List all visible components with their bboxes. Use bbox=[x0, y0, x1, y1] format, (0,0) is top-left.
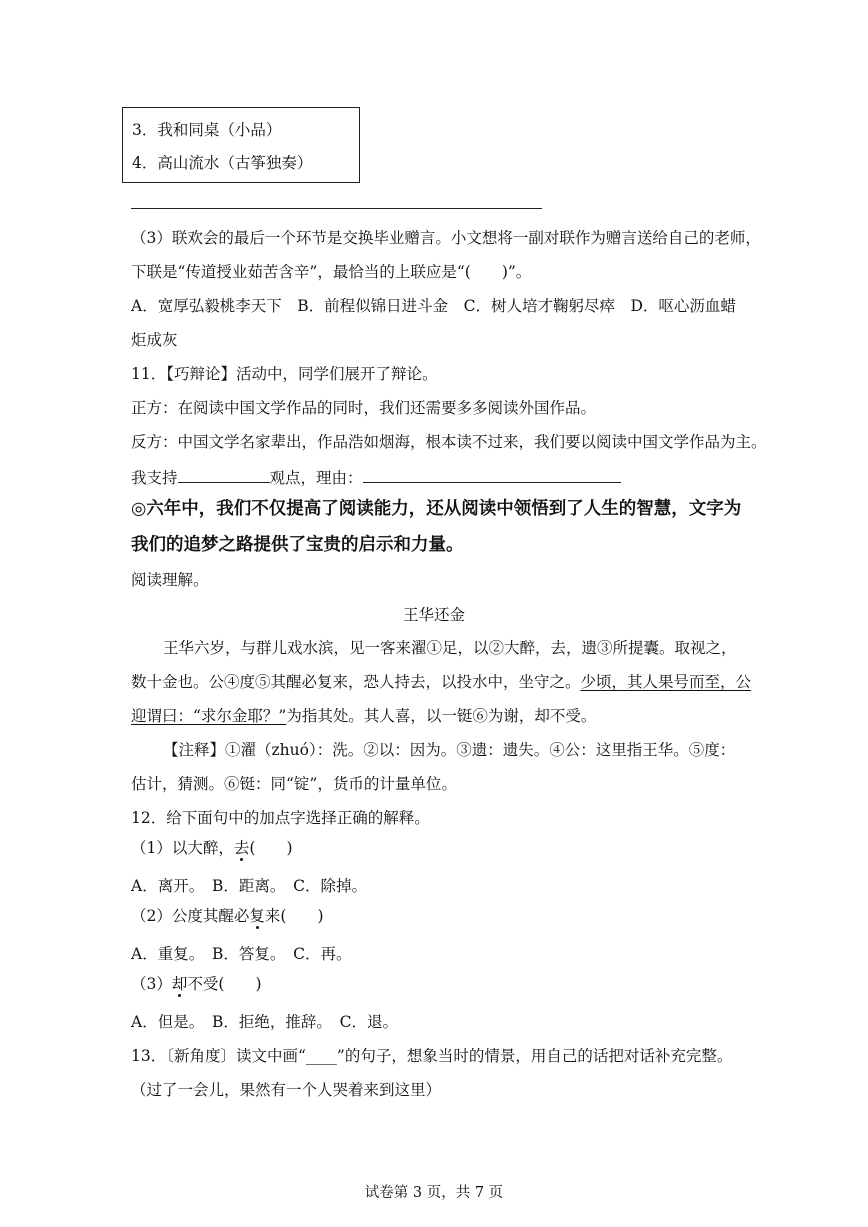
page-footer: 试卷第 3 页，共 7 页 bbox=[364, 1185, 504, 1201]
q10-3-options-cont: 炬成灰 bbox=[131, 331, 178, 349]
passage-line3 bbox=[131, 706, 596, 726]
q12-title: 12．给下面句中的加点字选择正确的解释。 bbox=[131, 809, 430, 827]
q12-sub2-options: A．重复。 B．答复。 C．再。 bbox=[131, 945, 352, 963]
q12-sub1-text: （1）以大醉， bbox=[131, 839, 234, 857]
q11-support-mid: 观点，理由： bbox=[269, 469, 363, 487]
passage-line2-text: 数十金也。公④度⑤其醒必复来，恐人持去，以投水中，坐守之。 bbox=[131, 673, 581, 691]
program-list-box bbox=[122, 107, 360, 183]
q12-sub3 bbox=[131, 974, 262, 994]
reading-label: 阅读理解。 bbox=[131, 571, 209, 589]
q12-sub1-options: A．离开。 B．距离。 C．除掉。 bbox=[131, 877, 367, 895]
q11-support bbox=[131, 466, 621, 488]
q10-3-line1: （3）联欢会的最后一个环节是交换毕业赠言。小文想将一副对联作为赠言送给自己的老师， bbox=[131, 229, 761, 247]
q11-title: 11．【巧辩论】活动中，同学们展开了辩论。 bbox=[131, 365, 438, 383]
q12-sub1-blank[interactable]: ( ) bbox=[249, 839, 293, 857]
dotted-char-fu: 复 bbox=[249, 907, 265, 925]
q10-3-options: A．宽厚弘毅桃李天下 B．前程似锦日进斗金 C．树人培才鞠躬尽瘁 D．呕心沥血蜡 bbox=[131, 297, 736, 315]
passage-line1: 王华六岁，与群儿戏水滨，见一客来濯①足，以②大醉，去，遗③所提囊。取视之， bbox=[163, 639, 737, 657]
q12-sub3-options: A．但是。 B．拒绝，推辞。 C．退。 bbox=[131, 1013, 398, 1031]
underlined-sentence-part1: 少顷，其人果号而至，公 bbox=[580, 673, 752, 691]
q13-hint: （过了一会儿，果然有一个人哭着来到这里） bbox=[131, 1081, 442, 1099]
program-item-4: 4．高山流水（古筝独奏） bbox=[132, 154, 313, 172]
q13-title: 13．〔新角度〕读文中画“____”的句子，想象当时的情景，用自己的话把对话补充完整。 bbox=[131, 1047, 733, 1065]
underlined-sentence-part2: 迎谓曰：“求尔金耶？” bbox=[131, 707, 287, 725]
q12-sub2-text: （2）公度其醒必 bbox=[131, 907, 250, 925]
section-heading-line2: 我们的追梦之路提供了宝贵的启示和力量。 bbox=[131, 535, 464, 555]
q11-pro: 正方：在阅读中国文学作品的同时，我们还需要多多阅读外国作品。 bbox=[131, 399, 597, 417]
viewpoint-blank[interactable] bbox=[178, 466, 270, 483]
q10-3-line2: 下联是“传道授业茹苦含辛”，最恰当的上联应是“( )”。 bbox=[131, 263, 532, 281]
notes-line2: 估计，猜测。⑥铤：同“锭”，货币的计量单位。 bbox=[131, 775, 457, 793]
q12-sub2 bbox=[131, 906, 324, 926]
q12-sub3-blank[interactable]: 不受( ) bbox=[187, 975, 262, 993]
q11-con: 反方：中国文学名家辈出，作品浩如烟海，根本读不过来，我们要以阅读中国文学作品为主。 bbox=[131, 433, 767, 451]
q12-sub2-blank[interactable]: 来( ) bbox=[264, 907, 324, 925]
q11-support-prefix: 我支持 bbox=[131, 469, 178, 487]
program-item-3: 3．我和同桌（小品） bbox=[132, 121, 282, 139]
q12-sub3-text: （3） bbox=[131, 975, 172, 993]
q12-sub1 bbox=[131, 838, 293, 858]
divider-line bbox=[131, 208, 542, 209]
reason-blank[interactable] bbox=[363, 466, 621, 483]
passage-line3-text: 为指其处。其人喜，以一铤⑥为谢，却不受。 bbox=[286, 707, 597, 725]
dotted-char-qu: 去 bbox=[233, 839, 250, 857]
passage-line2 bbox=[131, 672, 751, 692]
notes-line1: 【注释】①濯（zhuó）：洗。②以：因为。③遗：遗失。④公：这里指王华。⑤度： bbox=[163, 741, 736, 759]
section-heading-line1: ◎六年中，我们不仅提高了阅读能力，还从阅读中领悟到了人生的智慧，文字为 bbox=[131, 499, 742, 519]
dotted-char-que: 却 bbox=[171, 975, 188, 993]
passage-title: 王华还金 bbox=[402, 606, 465, 624]
